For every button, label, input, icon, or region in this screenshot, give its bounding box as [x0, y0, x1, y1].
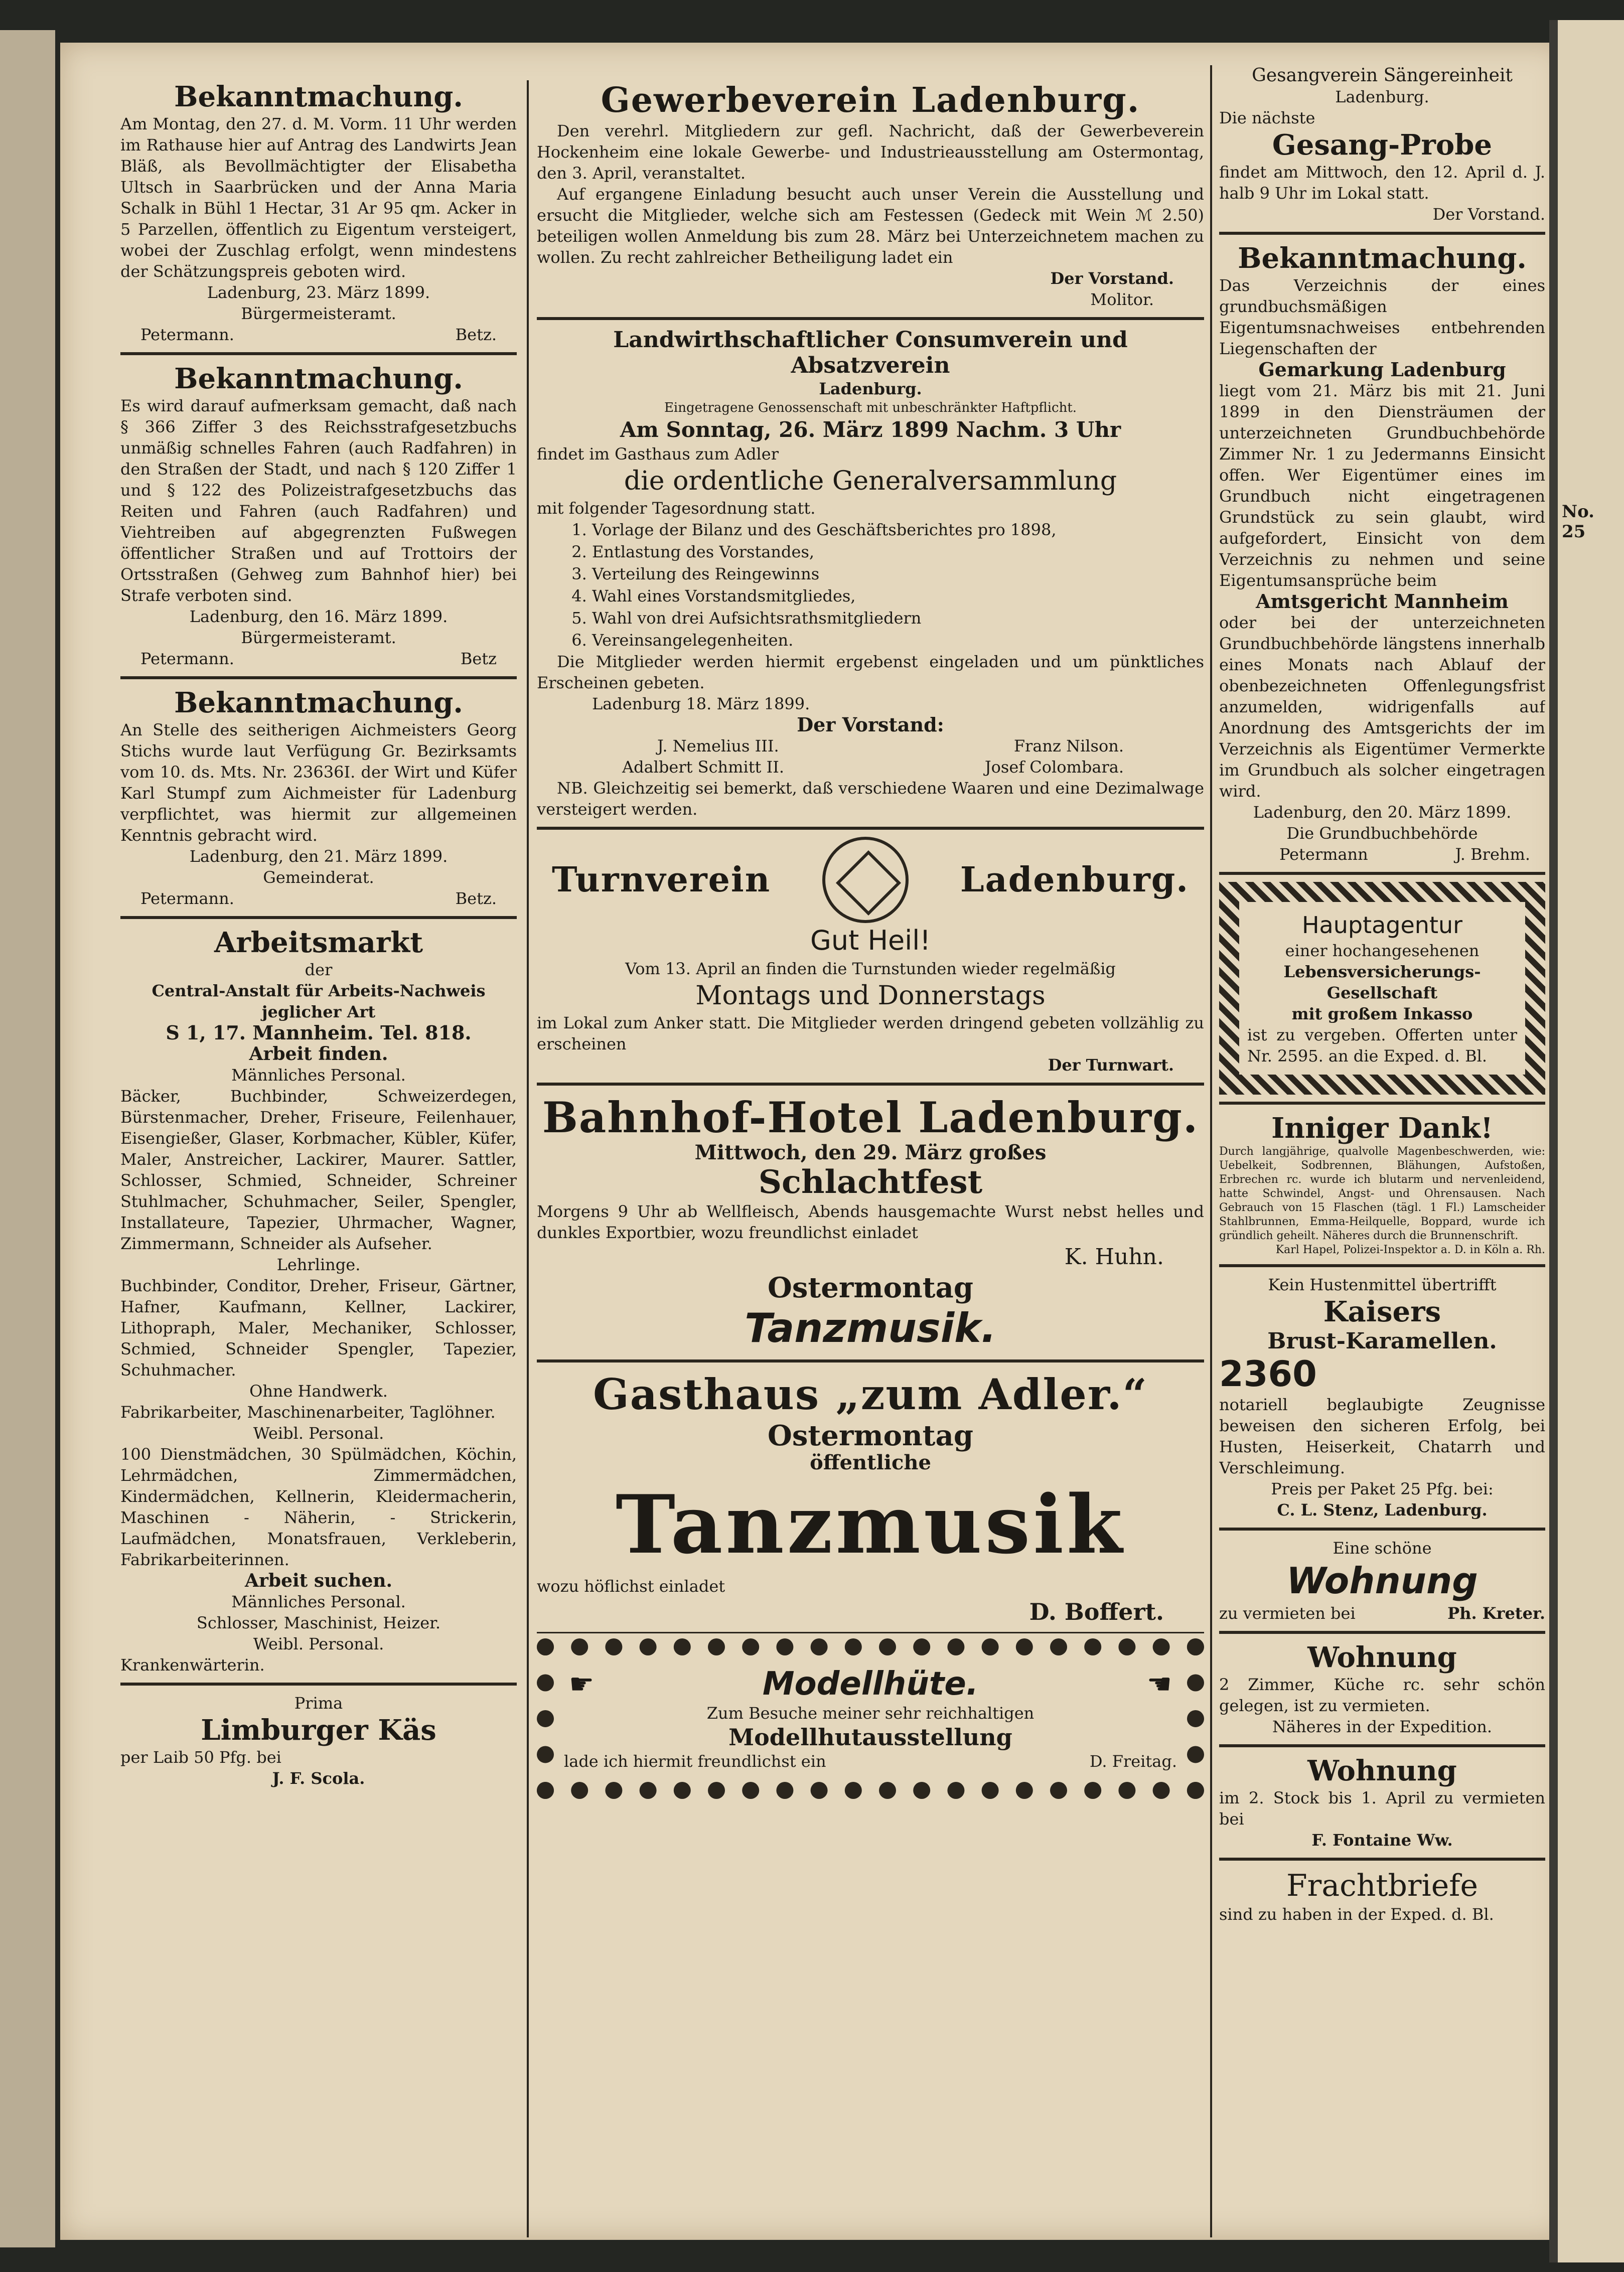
- turnverein-greeting: Gut Heil!: [810, 925, 931, 956]
- apartment-ad-3: [1219, 1754, 1545, 1851]
- adler-signature: D. Boffert.: [1029, 1598, 1164, 1625]
- cough-price: Preis per Paket 25 Pfg. bei:: [1271, 1479, 1494, 1498]
- gewerbeverein-signature: Der Vorstand.: [1050, 269, 1174, 288]
- cough-drops-ad: [1219, 1274, 1545, 1521]
- choir-town: Ladenburg.: [1335, 87, 1429, 106]
- agenda-item: 5. Wahl von drei Aufsichtsrathsmitgliedern: [592, 607, 1204, 629]
- adler-public: öffentliche: [810, 1451, 931, 1474]
- consumverein-board: Der Vorstand:: [797, 713, 944, 736]
- consumverein-ad: [537, 327, 1204, 820]
- agenda-item: 3. Verteilung des Reingewinns: [592, 563, 1204, 585]
- hotel-when: Mittwoch, den 29. März großes: [694, 1141, 1047, 1164]
- notice-title: Bekanntmachung.: [174, 80, 463, 113]
- unskilled-jobs: Fabrikarbeiter, Maschinenarbeiter, Taglöhner.: [120, 1403, 496, 1422]
- adjacent-page: [1558, 20, 1624, 2262]
- turnverein-ad: [537, 837, 1204, 1076]
- thanks-title: Inniger Dank!: [1271, 1112, 1493, 1145]
- waybill-ad: [1219, 1868, 1545, 1925]
- hotel-music: Tanzmusik.: [745, 1305, 996, 1351]
- thanks-ad: [1219, 1112, 1545, 1257]
- cheese-seller: J. F. Scola.: [272, 1769, 365, 1788]
- choir-next: Die nächste: [1219, 108, 1315, 127]
- notice-signature: Petermann.: [140, 649, 234, 668]
- consumverein-date: Ladenburg 18. März 1899.: [592, 694, 810, 713]
- consumverein-when: Am Sonntag, 26. März 1899 Nachm. 3 Uhr: [620, 417, 1121, 442]
- notice-date: Ladenburg, 23. März 1899.: [207, 283, 430, 302]
- gewerbeverein-p2: Auf ergangene Einladung besucht auch unser Verein die Ausstellung und ersucht die Mitglieder, welche sich am Festessen (Gedeck mit Wein ℳ 2.50) beteiligen wollen Anmeldung bis zum 28. März bei Unterzeichnetem machen zu wollen. Zu recht zahlreicher Betheiligung ladet ein: [537, 185, 1204, 267]
- apartment-title: Wohnung: [1307, 1641, 1457, 1674]
- divider: [1219, 232, 1545, 235]
- cough-text: notariell beglaubigte Zeugnisse beweisen den sicheren Erfolg, bei Husten, Heiserkeit, Chatarrh und Verschleimung.: [1219, 1395, 1545, 1477]
- divider: [120, 676, 517, 679]
- unskilled-heading: Ohne Handwerk.: [249, 1382, 388, 1401]
- wanted-male-heading: Männliches Personal.: [231, 1592, 406, 1611]
- consumverein-invite: Die Mitglieder werden hiermit ergebenst eingeladen und um pünktliches Erscheinen gebeten.: [537, 652, 1204, 692]
- labor-market: [120, 926, 517, 1676]
- labor-market-sub: der: [305, 960, 333, 979]
- column-rule-1: [527, 80, 529, 2237]
- turnverein-days: Montags und Donnerstags: [695, 981, 1046, 1011]
- notice-signature: Petermann.: [140, 325, 234, 344]
- hotel-day: Ostermontag: [768, 1271, 973, 1304]
- notice-title: Bekanntmachung.: [174, 362, 463, 395]
- consumverein-title: Landwirthschaftlicher Consumverein und Absatzverein: [613, 327, 1128, 378]
- turnverein-town: Ladenburg.: [960, 860, 1189, 900]
- gymnastics-cross-emblem-icon: [822, 837, 909, 923]
- column-left: [120, 80, 517, 2237]
- hotel-desc: Morgens 9 Uhr ab Wellfleisch, Abends hausgemachte Wurst nebst helles und dunkles Exportbier, wozu freundlichst einladet: [537, 1202, 1204, 1242]
- agenda-item: 4. Wahl eines Vorstandsmitgliedes,: [592, 585, 1204, 607]
- adler-ad: [537, 1370, 1204, 1627]
- agency-p3: mit großem Inkasso: [1291, 1004, 1473, 1023]
- issue-number: No. 25: [1562, 502, 1594, 542]
- apprentices-heading: Lehrlinge.: [276, 1255, 361, 1274]
- labor-market-agency: Central-Anstalt für Arbeits-Nachweis jeglicher Art: [152, 981, 486, 1021]
- apartment-signature: Ph. Kreter.: [1447, 1604, 1545, 1623]
- thanks-text: Durch langjährige, qualvolle Magenbeschwerden, wie: Uebelkeit, Sodbrennen, Blähungen, Aufstoßen, Erbrechen rc. wurde ich blutarm und nervenleidend, hatte Schwindel, Angst- und Ohrensausen. Nach Gebrauch von 15 Flaschen (tägl. 1 Fl.) Lamscheider Stahlbrunnen, Emma-Heilquelle, Boppard, wurde ich gründlich geheilt. Näheres durch die Brunnenschrift.: [1219, 1145, 1545, 1242]
- consumverein-event: die ordentliche Generalversammlung: [624, 466, 1117, 496]
- board-member: J. Nemelius III.: [657, 736, 779, 755]
- gewerbeverein-title: Gewerbeverein Ladenburg.: [601, 80, 1140, 120]
- agency-p1: einer hochangesehenen: [1285, 941, 1480, 960]
- hats-ad: [537, 1638, 1204, 1799]
- board-member: Josef Colombara.: [984, 758, 1124, 777]
- divider: [1219, 1744, 1545, 1747]
- thanks-signature: Karl Hapel, Polizei-Inspektor a. D. in Köln a. Rh.: [1275, 1244, 1545, 1256]
- choir-ad: [1219, 65, 1545, 225]
- consumverein-intro: mit folgender Tagesordnung statt.: [537, 499, 816, 518]
- land-register-notice: [1219, 242, 1545, 865]
- apartment-text: 2 Zimmer, Küche rc. sehr schön gelegen, ist zu vermieten.: [1219, 1675, 1545, 1715]
- female-heading: Weibl. Personal.: [253, 1424, 384, 1443]
- divider: [1219, 1102, 1545, 1105]
- notice-signature: Petermann: [1279, 845, 1368, 864]
- work-offered-heading: Arbeit finden.: [249, 1043, 388, 1065]
- cough-count: 2360: [1219, 1353, 1317, 1395]
- consumverein-sub: Eingetragene Genossenschaft mit unbeschränkter Haftpflicht.: [664, 400, 1077, 415]
- waybill-text: sind zu haben in der Exped. d. Bl.: [1219, 1905, 1494, 1924]
- gewerbeverein-ad: [537, 80, 1204, 310]
- choir-signature: Der Vorstand.: [1432, 205, 1545, 224]
- divider: [120, 1683, 517, 1686]
- cheese-prima: Prima: [294, 1694, 343, 1713]
- notice-signature-2: J. Brehm.: [1455, 845, 1530, 864]
- notice-body: Am Montag, den 27. d. M. Vorm. 11 Uhr werden im Rathause hier auf Antrag des Landwirts Jean Bläß, als Bevollmächtigter der Elisabetha Ultsch in Saarbrücken und der Anna Maria Schalk in Bühl 1 Hectar, 31 Ar 95 qm. Acker in 5 Parzellen, öffentlich zu Eigentum versteigert, wobei der Zuschlag erfolgt, wenn mindestens der Schätzungspreis geboten wird.: [120, 114, 517, 281]
- notice-date: Ladenburg, den 21. März 1899.: [189, 847, 448, 866]
- divider: [120, 916, 517, 919]
- consumverein-town: Ladenburg.: [819, 379, 922, 398]
- apartment-pre: Eine schöne: [1333, 1539, 1432, 1558]
- consumverein-nb: NB. Gleichzeitig sei bemerkt, daß verschiedene Waaren und eine Dezimalwage versteigert werden.: [537, 779, 1204, 819]
- cough-title: Kaisers: [1323, 1295, 1441, 1328]
- apartment-title: Wohnung: [1307, 1754, 1457, 1787]
- notice-district: Gemarkung Ladenburg: [1258, 358, 1506, 381]
- notice-title: Bekanntmachung.: [1238, 242, 1527, 275]
- agency-p2: Lebensversicherungs-Gesellschaft: [1283, 962, 1481, 1002]
- wanted-female-heading: Weibl. Personal.: [253, 1634, 384, 1653]
- divider: [1219, 1264, 1545, 1267]
- female-jobs: 100 Dienstmädchen, 30 Spülmädchen, Köchin, Lehrmädchen, Zimmermädchen, Kindermädchen, Kellnerin, Kleidermacherin, Maschinen - Näherin, - Strickerin, Laufmädchen, Monatsfrauen, Verkleberin, Fabrikarbeiterinnen.: [120, 1445, 517, 1569]
- agency-title: Hauptagentur: [1301, 912, 1463, 939]
- notice-court: Amtsgericht Mannheim: [1256, 590, 1509, 613]
- hotel-event: Schlachtfest: [758, 1163, 983, 1201]
- column-rule-2: [1210, 65, 1212, 2237]
- consumverein-where: findet im Gasthaus zum Adler: [537, 444, 779, 464]
- notice-p1: Das Verzeichnis der eines grundbuchsmäßigen Eigentumsnachweises entbehrenden Liegenschaften der: [1219, 276, 1545, 358]
- hats-title: Modellhüte.: [762, 1665, 979, 1703]
- column-middle: [537, 80, 1204, 2237]
- pointing-hand-right-icon: ☛: [569, 1668, 595, 1701]
- agenda-item: 6. Vereinsangelegenheiten.: [592, 629, 1204, 651]
- notice-signature-2: Betz: [460, 649, 497, 668]
- choir-head: Gesangverein Sängereinheit: [1252, 65, 1513, 86]
- gewerbeverein-p1: Den verehrl. Mitgliedern zur gefl. Nachricht, daß der Gewerbeverein Hockenheim eine lokale Gewerbe- und Industrieausstellung am Ostermontag, den 3. April, veranstaltet.: [537, 121, 1204, 183]
- notice-auction: [120, 80, 517, 345]
- hats-signature: D. Freitag.: [1089, 1752, 1177, 1771]
- choir-title: Gesang-Probe: [1272, 128, 1493, 162]
- agenda-item: 2. Entlastung des Vorstandes,: [592, 541, 1204, 563]
- agency-p4: ist zu vergeben. Offerten unter Nr. 2595. an die Exped. d. Bl.: [1247, 1025, 1517, 1066]
- male-heading: Männliches Personal.: [231, 1066, 406, 1085]
- adler-title: Gasthaus „zum Adler.“: [593, 1370, 1148, 1419]
- hotel-title: Bahnhof-Hotel Ladenburg.: [542, 1093, 1199, 1142]
- labor-market-address: S 1, 17. Mannheim. Tel. 818.: [166, 1021, 472, 1044]
- apartment-text: im 2. Stock bis 1. April zu vermieten bei: [1219, 1788, 1545, 1829]
- apartment-title: Wohnung: [1286, 1560, 1478, 1602]
- divider: [1219, 1631, 1545, 1634]
- cough-seller: C. L. Stenz, Ladenburg.: [1277, 1500, 1488, 1520]
- cough-title-2: Brust-Karamellen.: [1267, 1328, 1497, 1354]
- notice-traffic: [120, 362, 517, 669]
- divider: [1219, 1528, 1545, 1531]
- agenda-item: 1. Vorlage der Bilanz und des Geschäftsberichtes pro 1898,: [592, 519, 1204, 541]
- hotel-ad: [537, 1093, 1204, 1352]
- board-member: Adalbert Schmitt II.: [622, 758, 785, 777]
- divider: [120, 352, 517, 355]
- divider: [537, 317, 1204, 320]
- notice-body: An Stelle des seitherigen Aichmeisters Georg Stichs wurde laut Verfügung Gr. Bezirksamts vom 10. ds. Mts. Nr. 23636I. der Wirt und Küfer Karl Stumpf zum Aichmeister für Ladenburg verpflichtet, was hiermit zur allgemeinen Kenntnis gebracht wird.: [120, 720, 517, 845]
- notice-p3: oder bei der unterzeichneten Grundbuchbehörde längstens innerhalb eines Monats nach Ablauf der obenbezeichneten Offenlegungsfrist anzumelden, widrigenfalls auf Anordnung des Amtsgerichts der im Verzeichnis als Eigentümer Vermerkte im Grundbuch als solcher eingetragen wird.: [1219, 613, 1545, 801]
- apartment-signature: F. Fontaine Ww.: [1311, 1831, 1453, 1850]
- cheese-title: Limburger Käs: [201, 1714, 436, 1747]
- notice-signature-2: Betz.: [455, 325, 497, 344]
- work-wanted-heading: Arbeit suchen.: [245, 1570, 392, 1591]
- notice-date: Ladenburg, den 16. März 1899.: [189, 607, 448, 626]
- notice-signature: Petermann.: [140, 889, 234, 908]
- adler-invite: wozu höflichst einladet: [537, 1577, 725, 1596]
- adler-music: Tanzmusik: [616, 1477, 1125, 1572]
- apprentice-jobs: Buchbinder, Conditor, Dreher, Friseur, Gärtner, Hafner, Kaufmann, Kellner, Lackirer, Lithopraph, Maler, Mechaniker, Schlosser, Schmied, Schneider Spengler, Tapezier, Schuhmacher.: [120, 1276, 517, 1380]
- hats-p2: Modellhutausstellung: [728, 1724, 1012, 1751]
- notice-aichmeister: [120, 686, 517, 909]
- notice-signature-2: Betz.: [455, 889, 497, 908]
- agenda-list: [537, 519, 1204, 651]
- labor-market-title: Arbeitsmarkt: [214, 926, 423, 959]
- turnverein-p2: im Lokal zum Anker statt. Die Mitglieder werden dringend gebeten vollzählig zu erscheinen: [537, 1013, 1204, 1053]
- agency-ad: [1219, 882, 1545, 1095]
- hats-p1: Zum Besuche meiner sehr reichhaltigen: [706, 1704, 1035, 1723]
- notice-office: Gemeinderat.: [263, 868, 374, 887]
- divider: [1219, 1858, 1545, 1861]
- wanted-female-list: Krankenwärterin.: [120, 1655, 265, 1675]
- turnverein-p1: Vom 13. April an finden die Turnstunden wieder regelmäßig: [625, 959, 1116, 978]
- divider: [537, 1083, 1204, 1086]
- apartment-ad-1: [1219, 1538, 1545, 1624]
- notice-office: Die Grundbuchbehörde: [1286, 824, 1478, 843]
- pointing-hand-left-icon: ☚: [1146, 1668, 1172, 1701]
- cough-top: Kein Hustenmittel übertrifft: [1268, 1275, 1497, 1294]
- waybill-title: Frachtbriefe: [1286, 1868, 1478, 1903]
- apartment-ad-2: [1219, 1641, 1545, 1737]
- hats-p3: lade ich hiermit freundlichst ein: [564, 1752, 826, 1771]
- wanted-male-list: Schlosser, Maschinist, Heizer.: [196, 1613, 441, 1632]
- notice-office: Bürgermeisteramt.: [241, 628, 396, 647]
- divider: [537, 827, 1204, 830]
- cheese-price: per Laib 50 Pfg. bei: [120, 1748, 281, 1767]
- hotel-signature: K. Huhn.: [1064, 1244, 1164, 1270]
- apartment-more: Näheres in der Expedition.: [1272, 1717, 1493, 1736]
- gewerbeverein-signature-2: Molitor.: [1090, 290, 1154, 309]
- notice-office: Bürgermeisteramt.: [241, 304, 396, 323]
- board-member: Franz Nilson.: [1013, 736, 1124, 755]
- turnverein-title: Turnverein: [552, 860, 771, 900]
- notice-body: Es wird darauf aufmerksam gemacht, daß nach § 366 Ziffer 3 des Reichsstrafgesetzbuchs unmäßig schnelles Fahren (auch Radfahren) in den Straßen der Stadt, und nach § 120 Ziffer 1 und § 122 des Polizeistrafgesetzbuchs das Reiten und Fahren (auch Radfahren) und Viehtreiben auf abgegrenzten Fußwegen öffentlicher Straßen und auf Trottoirs der Ortsstraßen (Gehweg zum Bahnhof hier) bei Strafe verboten sind.: [120, 396, 517, 605]
- apartment-text: zu vermieten bei: [1219, 1604, 1356, 1623]
- notice-title: Bekanntmachung.: [174, 686, 463, 719]
- divider: [1219, 872, 1545, 875]
- cheese-ad: [120, 1693, 517, 1789]
- divider: [537, 1359, 1204, 1362]
- column-right: [1219, 65, 1545, 2237]
- divider: [537, 1632, 1204, 1633]
- turnverein-signature: Der Turnwart.: [1048, 1055, 1174, 1075]
- male-jobs: Bäcker, Buchbinder, Schweizerdegen, Bürstenmacher, Dreher, Friseure, Feilenhauer, Eisengießer, Glaser, Korbmacher, Kübler, Küfer, Maler, Anstreicher, Lackirer, Maurer. Sattler, Schlosser, Schmied, Schneider, Schreiner Stuhlmacher, Schuhmacher, Seiler, Spengler, Installateure, Tapezier, Uhrmacher, Wagner, Zimmermann, Schneider als Aufseher.: [120, 1087, 517, 1253]
- notice-date: Ladenburg, den 20. März 1899.: [1253, 803, 1512, 822]
- notice-p2: liegt vom 21. März bis mit 21. Juni 1899 in den Diensträumen der unterzeichneten Grundbuchbehörde Zimmer Nr. 1 zu Jedermanns Einsicht offen. Wer Eigentümer eines im Grundbuch nicht eingetragenen Grundstück zu sein glaubt, wird aufgefordert, Einsicht von dem Verzeichnis zu nehmen und seine Eigentumsansprüche beim: [1219, 381, 1545, 590]
- choir-text: findet am Mittwoch, den 12. April d. J. halb 9 Uhr im Lokal statt.: [1219, 163, 1545, 203]
- adler-day: Ostermontag: [768, 1419, 973, 1452]
- left-page-edge: [0, 30, 55, 2247]
